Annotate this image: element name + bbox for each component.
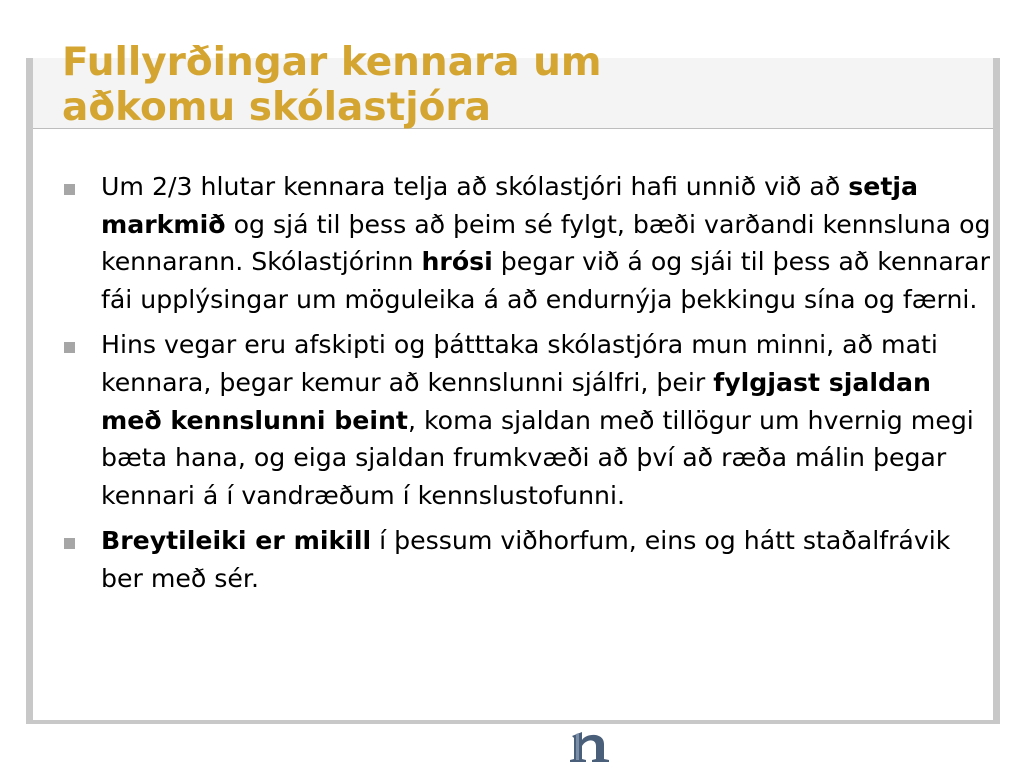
title-line-1: Fullyrðingar kennara um [62, 40, 602, 85]
square-bullet-icon [64, 184, 75, 195]
bullet-2-text-1: Hins vegar eru afskipti og þátttaka skólastjóra mun minni, að mati kennara, þegar kemur að kennslunni sjálfri, þeir [101, 330, 938, 397]
bullet-1-bold-1: setja markmið [101, 172, 919, 239]
bullet-list [62, 168, 992, 606]
slide-title [62, 40, 962, 130]
square-bullet-icon [64, 538, 75, 549]
bullet-2-text-2: , koma sjaldan með tillögur um hvernig megi bæta hana, og eiga sjaldan frumkvæði að því að ræða málin þegar kennari á í vandræðum í kennslustofunni. [101, 405, 974, 510]
title-line-2: aðkomu skólastjóra [62, 85, 491, 130]
bullet-item-2 [62, 326, 992, 514]
bullet-1-text-3: þegar við á og sjái til þess að kennarar fái upplýsingar um möguleika á að endurnýja þekkingu sína og færni. [101, 247, 990, 314]
bullet-1-bold-2: hrósi [421, 247, 493, 277]
bullet-3-bold-1: Breytileiki er mikill [101, 526, 372, 556]
square-bullet-icon [64, 342, 75, 353]
bullet-item-3 [62, 522, 992, 597]
bullet-2-bold-1: fylgjast sjaldan með kennslunni beint [101, 367, 931, 435]
bullet-1-text-2: og sjá til þess að þeim sé fylgt, bæði varðandi kennsluna og kennarann. Skólastjórinn [101, 209, 991, 277]
bullet-3-text-1: í þessum viðhorfum, eins og hátt staðalfrávik ber með sér. [101, 526, 951, 593]
bullet-1-text-1: Um 2/3 hlutar kennara telja að skólastjóri hafi unnið við að [101, 172, 849, 201]
bullet-item-1 [62, 168, 992, 318]
n-letter-logo-icon [568, 728, 612, 764]
